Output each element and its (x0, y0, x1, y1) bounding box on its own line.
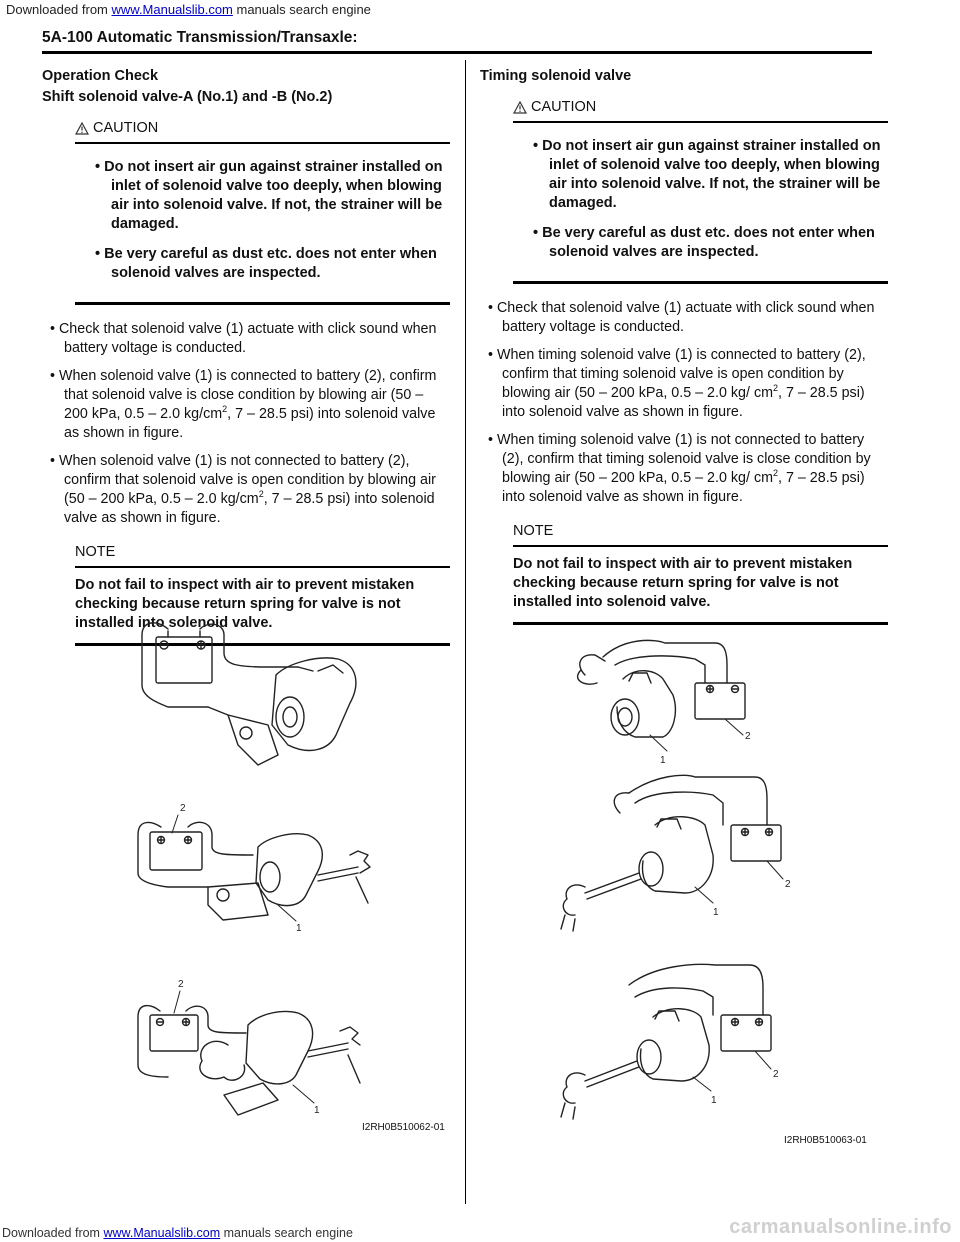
caution-item: • Be very careful as dust etc. does not enter when solenoid valves are inspected. (95, 246, 437, 281)
warning-triangle-icon (513, 101, 527, 114)
callout-1: 1 (296, 923, 302, 934)
superscript: 2 (222, 404, 228, 415)
caution-item: • Be very careful as dust etc. does not enter when solenoid valves are inspected. (533, 225, 875, 260)
figure-code-right: I2RH0B510063-01 (784, 1135, 867, 1146)
bullet-connected (42, 367, 450, 443)
note-text: Do not fail to inspect with air to prevent mistaken checking because return spring for valve is not installed into solenoid valve. (75, 577, 415, 631)
right-column (480, 66, 888, 625)
callout-2: 2 (745, 731, 751, 742)
figure-battery-middle (138, 803, 253, 887)
figure-top (578, 640, 751, 766)
bullet-text: • When solenoid valve (1) is not connected to battery (2), confirm that solenoid valve is open condition by blowing air (50 – 200 kPa, 0.5 – 2.0 kg/cm (50, 453, 436, 507)
note-text: Do not fail to inspect with air to prevent mistaken checking because return spring for valve is not installed into solenoid valve. (513, 556, 853, 610)
bullet-connected (480, 346, 888, 422)
bullet-not-connected (480, 431, 888, 507)
callout-2: 2 (773, 1069, 779, 1080)
callout-1: 1 (314, 1105, 320, 1116)
download-notice-top (6, 2, 371, 17)
figure-battery-bottom (138, 979, 246, 1077)
download-prefix: Downloaded from (2, 1226, 104, 1240)
download-suffix: manuals search engine (232, 2, 371, 17)
title-rule (42, 51, 872, 54)
caution-header (75, 120, 450, 136)
note-label: NOTE (75, 544, 116, 560)
left-figure-group (128, 615, 458, 1135)
left-column (42, 66, 450, 646)
timing-solenoid-heading: Timing solenoid valve (480, 68, 632, 84)
caution-box (75, 144, 450, 302)
column-divider (465, 60, 466, 1204)
caution-header (513, 99, 888, 115)
brand-watermark: carmanualsonline.info (729, 1216, 952, 1238)
bullet-text: • When timing solenoid valve (1) is connected to battery (2), confirm that timing solenoid valve is open condition by blowing air (50 – 200 kPa, 0.5 – 2.0 kg/ cm (488, 347, 866, 401)
timing-solenoid-valve-illustration (545, 625, 825, 1140)
figure-solenoid-top (208, 658, 356, 765)
shift-solenoid-heading: Shift solenoid valve-A (No.1) and -B (No.2) (42, 89, 333, 105)
figure-bottom (561, 964, 779, 1119)
superscript: 2 (773, 468, 779, 479)
bullet-not-connected (42, 452, 450, 528)
solenoid-shift-valve-illustration (128, 615, 458, 1135)
figure-middle (561, 775, 791, 931)
caution-item: • Do not insert air gun against strainer installed on inlet of solenoid valve too deeply, when blowing air into solenoid valve. If not, the strainer will be damaged. (533, 138, 881, 211)
caution-label: CAUTION (531, 99, 597, 115)
bullet-click-sound: • Check that solenoid valve (1) actuate with click sound when battery voltage is conducted. (488, 300, 875, 335)
superscript: 2 (258, 489, 264, 500)
bullet-text: • When solenoid valve (1) is connected to battery (2), confirm that solenoid valve is close condition by blowing air (50 – 200 kPa, 0.5 – 2.0 kg/cm (50, 368, 437, 422)
download-prefix: Downloaded from (6, 2, 112, 17)
warning-triangle-icon (75, 122, 89, 135)
bullet-click-sound: • Check that solenoid valve (1) actuate with click sound when battery voltage is conducted. (50, 321, 437, 356)
callout-1: 1 (713, 907, 719, 918)
figure-code-left: I2RH0B510062-01 (362, 1122, 445, 1133)
superscript: 2 (773, 383, 779, 394)
caution-box (513, 123, 888, 281)
right-figure-group (545, 625, 825, 1140)
figure-solenoid-middle (208, 834, 370, 934)
download-notice-bottom (2, 1226, 353, 1240)
caution-item: • Do not insert air gun against strainer installed on inlet of solenoid valve too deeply, when blowing air into solenoid valve. If not, the strainer will be damaged. (95, 159, 443, 232)
bullet-text: , 7 – 28.5 psi) into solenoid valve as shown in figure. (502, 470, 865, 505)
callout-2: 2 (178, 979, 184, 990)
page-title: 5A-100 Automatic Transmission/Transaxle: (42, 29, 358, 46)
callout-2: 2 (785, 879, 791, 890)
note-label: NOTE (513, 523, 554, 539)
callout-1: 1 (660, 755, 666, 766)
figure-solenoid-bottom (200, 1012, 360, 1117)
manualslib-link[interactable]: www.Manualslib.com (103, 1226, 221, 1240)
bullet-text: • When timing solenoid valve (1) is not connected to battery (2), confirm that timing solenoid valve is close condition by blowing air (50 – 200 kPa, 0.5 – 2.0 kg/ cm (488, 432, 871, 486)
download-suffix: manuals search engine (220, 1226, 353, 1240)
bullet-text: , 7 – 28.5 psi) into solenoid valve as shown in figure. (64, 491, 435, 526)
bullet-text: , 7 – 28.5 psi) into solenoid valve as shown in figure. (502, 385, 865, 420)
operation-check-heading: Operation Check (42, 68, 159, 84)
bullet-text: , 7 – 28.5 psi) into solenoid valve as shown in figure. (64, 406, 436, 441)
callout-2: 2 (180, 803, 186, 814)
caution-label: CAUTION (93, 120, 159, 136)
callout-1: 1 (711, 1095, 717, 1106)
manualslib-link[interactable]: www.Manualslib.com (111, 2, 233, 17)
